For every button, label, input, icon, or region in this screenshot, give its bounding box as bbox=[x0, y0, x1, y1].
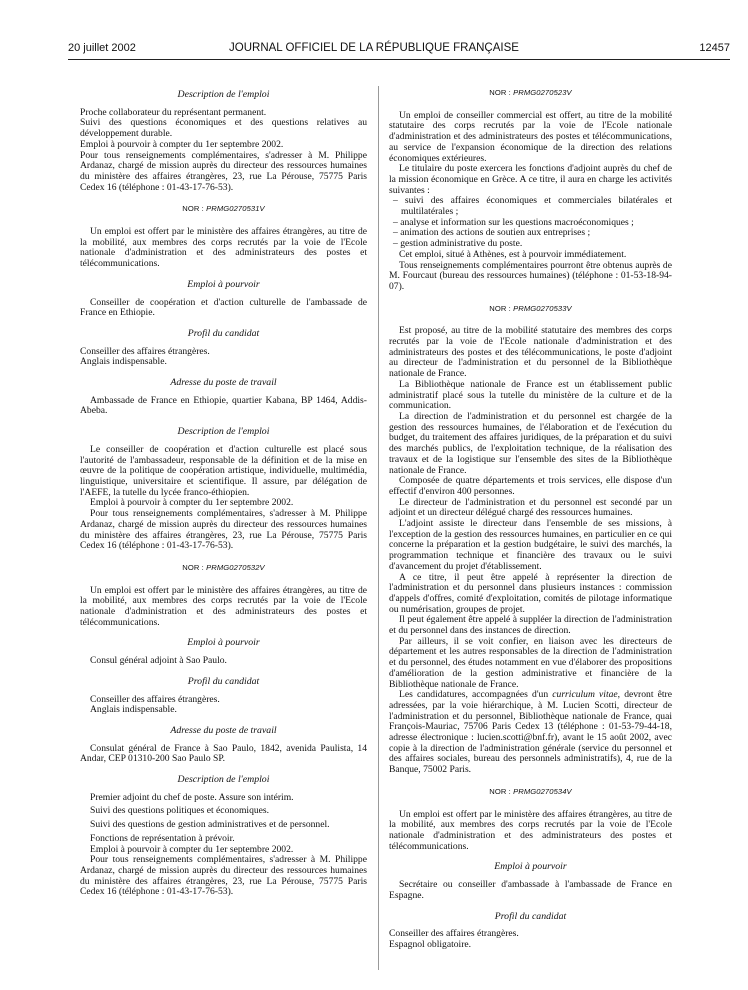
paragraph: Conseiller des affaires étrangères. bbox=[80, 345, 210, 357]
nor-prefix: NOR : bbox=[182, 562, 204, 572]
paragraph: Conseiller des affaires étrangères. bbox=[389, 928, 519, 940]
nor-code: PRMG0270531V bbox=[206, 204, 265, 214]
paragraph: Anglais indispensable. bbox=[80, 356, 167, 368]
page-number: 12457 bbox=[699, 42, 730, 54]
nor-prefix: NOR : bbox=[489, 88, 511, 97]
section-heading: Emploi à pourvoir bbox=[187, 637, 260, 649]
paragraph: La direction de l'administration et du personnel est chargée de la gestion des ressources humaines, de l'élaboration et de l'exécution du budget, du traitement des affaires juridiques, de la préparation et du suivi des marchés publics, de l'exploitation technique, de la réalisation des travaux et de la logistique sur l'ensemble des sites de la Bibliothèque nationale de France. bbox=[389, 410, 672, 476]
section-heading: Adresse du poste de travail bbox=[170, 724, 277, 736]
section-heading: Adresse du poste de travail bbox=[170, 377, 277, 389]
nor-code: PRMG0270523V bbox=[513, 88, 572, 97]
nor-reference bbox=[389, 304, 672, 315]
nor-reference bbox=[389, 787, 672, 798]
section-heading: Profil du candidat bbox=[187, 327, 260, 339]
paragraph: Est proposé, au titre de la mobilité statutaire des membres des corps recrutés par la voie de l'Ecole nationale d'administration et des administrateurs des postes et des télécommunications, le poste d'adjoint au directeur de l'administration et du personnel de la Bibliothèque nationale de France. bbox=[389, 325, 672, 380]
list-item: – gestion administrative du poste. bbox=[393, 238, 523, 250]
paragraph: Un emploi est offert par le ministère des affaires étrangères, au titre de la mobilité, aux membres des corps recrutés par la voie de l'Ecole nationale d'administration et des administrateurs des postes et télécommunications. bbox=[80, 226, 367, 270]
paragraph: Proche collaborateur du représentant permanent. bbox=[80, 106, 267, 118]
paragraph: Pour tous renseignements complémentaires, s'adresser à M. Philippe Ardanaz, chargé de mission auprès du directeur des ressources humaines du ministère des affaires étrangères, 23, rue La Pérouse, 75775 Paris Cedex 16 (téléphone : 01-43-17-76-53). bbox=[80, 854, 367, 898]
right-column bbox=[389, 88, 672, 951]
paragraph: Emploi à pourvoir à compter du 1er septembre 2002. bbox=[90, 843, 294, 855]
paragraph: Tous renseignements complémentaires pourront être obtenus auprès de M. Fourcaut (bureau des ressources humaines) (téléphone : 01-53-18-94-07). bbox=[389, 259, 672, 292]
paragraph: Ambassade de France en Ethiopie, quartier Kabana, BP 1464, Addis-Abeba. bbox=[80, 394, 367, 417]
section-heading: Description de l'emploi bbox=[177, 426, 270, 438]
section-heading: Description de l'emploi bbox=[177, 774, 270, 786]
nor-prefix: NOR : bbox=[489, 786, 511, 796]
paragraph: Un emploi est offert par le ministère des affaires étrangères, au titre de la mobilité, aux membres des corps recrutés par la voie de l'Ecole nationale d'administration et des administrateurs des postes et télécommunications. bbox=[80, 584, 367, 628]
paragraph: Secrétaire ou conseiller d'ambassade à l'ambassade de France en Espagne. bbox=[389, 879, 672, 901]
list-item: – analyse et information sur les questions macroéconomiques ; bbox=[393, 216, 634, 228]
paragraph: Premier adjoint du chef de poste. Assure son intérim. bbox=[90, 791, 294, 803]
paragraph: Il peut également être appelé à suppléer la direction de l'administration et du personnel dans des instances de direction. bbox=[389, 614, 672, 637]
paragraph: Fonctions de représentation à prévoir. bbox=[90, 832, 235, 844]
paragraph: Par ailleurs, il se voit confier, en liaison avec les directeurs de département et les autres responsables de la direction de l'administration et du personnel, des études notamment en vue d'élaborer des propositions d'amélioration de la gestion administrative et financière de la Bibliothèque nationale de France. bbox=[389, 635, 672, 690]
paragraph: Le conseiller de coopération et d'action culturelle est placé sous l'autorité de l'ambassadeur, responsable de la définition et de la mise en œuvre de la politique de coopération artistique, individuelle, multimédia, linguistique, universitaire et scientifique. Il assure, par délégation de l'AEFE, la tutelle du lycée franco-éthiopien. bbox=[80, 443, 367, 498]
nor-reference bbox=[80, 563, 367, 574]
page-header bbox=[0, 42, 748, 56]
paragraph: Pour tous renseignements complémentaires, s'adresser à M. Philippe Ardanaz, chargé de mission auprès du directeur des ressources humaines du ministère des affaires étrangères, 23, rue La Pérouse, 75775 Paris Cedex 16 (téléphone : 01-43-17-76-53). bbox=[80, 508, 367, 552]
paragraph bbox=[389, 690, 672, 776]
text-run-italic: curriculum vitae bbox=[552, 689, 618, 701]
nor-code: PRMG0270533V bbox=[513, 303, 572, 313]
paragraph: Le directeur de l'administration et du personnel est secondé par un adjoint et un directeur délégué chargé des ressources humaines. bbox=[389, 496, 672, 519]
nor-code: PRMG0270534V bbox=[513, 786, 572, 796]
paragraph: Conseiller de coopération et d'action culturelle de l'ambassade de France en Ethiopie. bbox=[80, 296, 367, 319]
paragraph: Consul général adjoint à Sao Paulo. bbox=[90, 655, 227, 667]
column-divider bbox=[378, 86, 379, 970]
journal-title: JOURNAL OFFICIEL DE LA RÉPUBLIQUE FRANÇAISE bbox=[229, 42, 519, 54]
header-rule bbox=[68, 59, 730, 60]
section-heading: Emploi à pourvoir bbox=[494, 861, 567, 873]
paragraph: Espagnol obligatoire. bbox=[389, 938, 472, 950]
paragraph: Anglais indispensable. bbox=[90, 704, 177, 716]
list-item: – suivi des affaires économiques et commerciales bilatérales et multilatérales ; bbox=[393, 195, 672, 218]
paragraph: Emploi à pourvoir à compter du 1er septembre 2002. bbox=[80, 138, 284, 150]
paragraph: Suivi des questions de gestion administratives et de personnel. bbox=[90, 819, 330, 831]
paragraph: Emploi à pourvoir à compter du 1er septembre 2002. bbox=[90, 497, 294, 509]
nor-reference bbox=[389, 88, 672, 99]
section-heading: Description de l'emploi bbox=[177, 89, 270, 100]
paragraph: Conseiller des affaires étrangères. bbox=[90, 693, 220, 705]
paragraph: Un emploi est offert par le ministère des affaires étrangères, au titre de la mobilité, aux membres des corps recrutés par la voie de l'Ecole nationale d'administration et des administrateurs des postes et télécommunications. bbox=[389, 808, 672, 852]
nor-code: PRMG0270532V bbox=[206, 562, 265, 572]
text-run: , devront être adressées, par la voie hiérarchique, à M. Lucien Scotti, directeur de l'administration et du personnel, Bibliothèque nationale de France, quai François-Mauriac, 75706 Paris Cedex 13 (téléphone : 01-53-79-44-18, adresse électronique : lucien.scotti@bnf.fr), avant le 15 août 2002, avec copie à la direction de l'administration générale (service du personnel et des affaires sociales, bureau des personnels administratifs), 4, rue de la Banque, 75002 Paris. bbox=[389, 689, 672, 776]
section-heading: Profil du candidat bbox=[187, 675, 260, 687]
paragraph: A ce titre, il peut être appelé à représenter la direction de l'administration et du personnel dans plusieurs instances : commission d'appels d'offres, comité d'exploitation, comités de pilotage informatique ou numérisation, groupes de projet. bbox=[389, 571, 672, 615]
paragraph: Cet emploi, situé à Athènes, est à pourvoir immédiatement. bbox=[399, 248, 627, 260]
paragraph: L'adjoint assiste le directeur dans l'ensemble de ses missions, à l'exception de la gestion des ressources humaines, en particulier en ce qui concerne la préparation et la gestion budgétaire, le suivi des marchés, la programmation technique et financière des travaux ou le suivi d'avancement du projet d'établissement. bbox=[389, 518, 672, 572]
paragraph: Consulat général de France à Sao Paulo, 1842, avenida Paulista, 14 Andar, CEP 01310-200 Sao Paulo SP. bbox=[80, 742, 367, 765]
paragraph: Composée de quatre départements et trois services, elle dispose d'un effectif d'environ 400 personnes. bbox=[389, 475, 672, 497]
section-heading: Profil du candidat bbox=[494, 910, 567, 922]
list-item: – animation des actions de soutien aux entreprises ; bbox=[393, 227, 591, 239]
nor-reference bbox=[80, 204, 367, 215]
paragraph: Suivi des questions économiques et des questions relatives au développement durable. bbox=[80, 117, 367, 140]
text-run: Les candidatures, accompagnées d'un bbox=[399, 689, 553, 701]
nor-prefix: NOR : bbox=[489, 303, 511, 313]
left-column bbox=[80, 88, 367, 898]
issue-date: 20 juillet 2002 bbox=[68, 42, 136, 54]
paragraph: Un emploi de conseiller commercial est offert, au titre de la mobilité statutaire des corps recrutés par la voie de l'Ecole nationale d'administration et des administrateurs des postes et télécommunications, au service de l'expansion économique de la direction des relations économiques extérieures. bbox=[389, 109, 672, 164]
section-heading: Emploi à pourvoir bbox=[187, 278, 260, 290]
nor-prefix: NOR : bbox=[182, 204, 204, 214]
paragraph: La Bibliothèque nationale de France est un établissement public administratif placé sous la tutelle du ministère de la culture et de la communication. bbox=[389, 378, 672, 412]
paragraph: Suivi des questions politiques et économiques. bbox=[90, 805, 270, 817]
paragraph: Pour tous renseignements complémentaires, s'adresser à M. Philippe Ardanaz, chargé de mission auprès du directeur des ressources humaines du ministère des affaires étrangères, 23, rue La Pérouse, 75775 Paris Cedex 16 (téléphone : 01-43-17-76-53). bbox=[80, 149, 367, 193]
paragraph: Le titulaire du poste exercera les fonctions d'adjoint auprès du chef de la mission économique en Grèce. A ce titre, il aura en charge les activités suivantes : bbox=[389, 163, 672, 196]
activity-list bbox=[389, 196, 672, 250]
